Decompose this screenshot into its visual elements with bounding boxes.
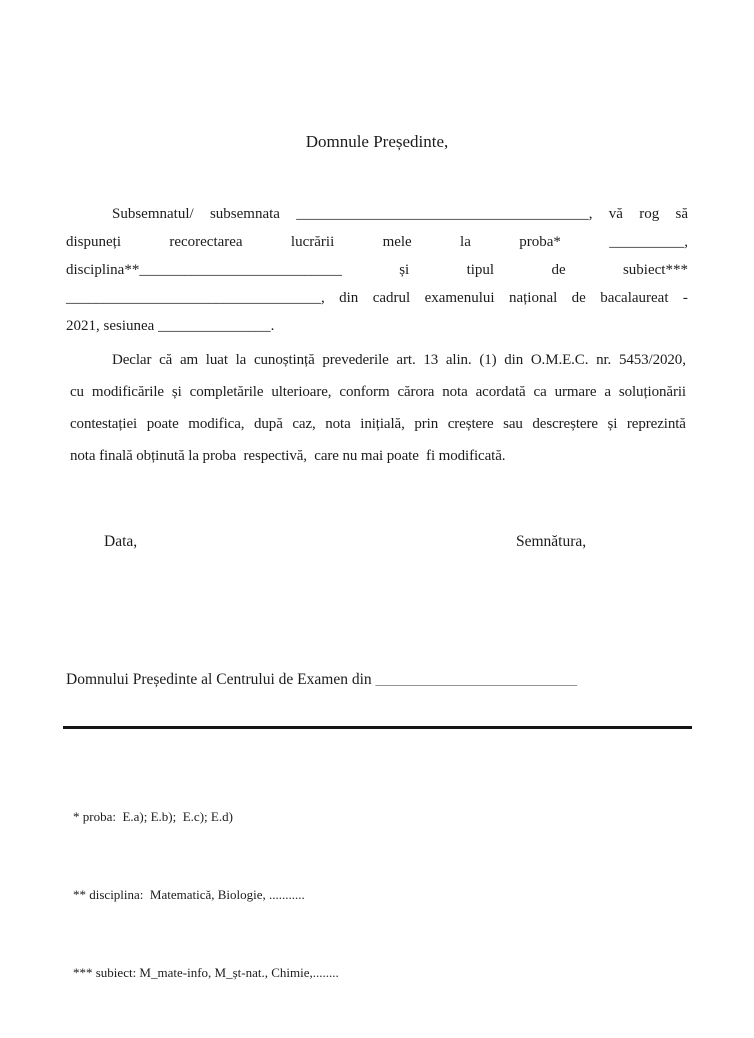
word: și <box>171 383 182 400</box>
word: subiect*** <box>622 261 688 278</box>
word: cadrul <box>372 289 411 306</box>
word: tipul <box>466 261 495 278</box>
word: și <box>607 415 618 432</box>
word: de <box>571 289 586 306</box>
word: __________________________________, <box>66 289 325 306</box>
request-paragraph <box>66 200 688 340</box>
word: la <box>235 351 247 368</box>
word: subsemnata <box>209 205 280 222</box>
word: completările <box>189 383 264 400</box>
word: descreștere <box>532 415 598 432</box>
word: și <box>399 261 410 278</box>
word: lucrării <box>290 233 335 250</box>
request-line-5: 2021, sesiunea _______________. <box>66 318 275 334</box>
word: __________, <box>609 233 688 250</box>
addressee-line <box>66 669 706 691</box>
word: contestației <box>70 415 138 432</box>
declaration-line-1 <box>70 344 686 376</box>
declaration-line-4: nota finală obținută la proba respectivă, care nu mai poate fi modificată. <box>70 448 506 464</box>
word: mele <box>382 233 412 250</box>
word: - <box>682 289 688 306</box>
addressee-text: Domnului Președinte al Centrului de Examen din <box>66 671 376 688</box>
letter-salutation: Domnule Președinte, <box>305 132 449 151</box>
word: nota <box>442 383 468 400</box>
word: ca <box>533 383 547 400</box>
word: de <box>551 261 566 278</box>
word: bacalaureat <box>600 289 669 306</box>
footnotes-block <box>73 752 339 1038</box>
word: cărora <box>397 383 435 400</box>
word: (1) <box>479 351 497 368</box>
word: examenului <box>424 289 495 306</box>
word: nota <box>325 415 351 432</box>
signature-label: Semnătura, <box>516 533 587 550</box>
word: acordată <box>475 383 526 400</box>
word: prin <box>414 415 439 432</box>
word: 5453/2020, <box>618 351 686 368</box>
date-label: Data, <box>104 533 138 550</box>
word: 13 <box>423 351 439 368</box>
word: după <box>254 415 283 432</box>
word: ulterioare, <box>271 383 332 400</box>
word: din <box>504 351 524 368</box>
addressee-blank-field: __________________________ <box>375 671 578 688</box>
word: caz, <box>292 415 316 432</box>
word: rog <box>639 205 660 222</box>
declaration-line-2 <box>70 376 686 408</box>
request-line-3 <box>66 256 688 284</box>
word: poate <box>146 415 179 432</box>
word: creștere <box>447 415 494 432</box>
word: cu <box>70 383 84 400</box>
word: a <box>604 383 611 400</box>
declaration-paragraph <box>70 344 686 472</box>
footnote-proba: * proba: E.a); E.b); E.c); E.d) <box>73 809 233 824</box>
word: sau <box>503 415 523 432</box>
word: Declar <box>112 351 152 368</box>
word: _______________________________________, <box>296 205 593 222</box>
word: urmare <box>554 383 597 400</box>
separator-rule <box>63 726 692 729</box>
word: modifica, <box>188 415 245 432</box>
word: disciplina**___________________________ <box>66 261 342 278</box>
word: modificările <box>91 383 164 400</box>
word: art. <box>396 351 416 368</box>
word: reprezintă <box>626 415 686 432</box>
word: cunoștință <box>253 351 315 368</box>
word: conform <box>339 383 390 400</box>
word: național <box>508 289 558 306</box>
word: alin. <box>445 351 472 368</box>
word: O.M.E.C. <box>530 351 589 368</box>
word: vă <box>608 205 623 222</box>
word: să <box>675 205 688 222</box>
request-line-4 <box>66 284 688 312</box>
word: soluționării <box>618 383 686 400</box>
word: Subsemnatul/ <box>112 205 194 222</box>
word: recorectarea <box>169 233 243 250</box>
footnote-disciplina: ** disciplina: Matematică, Biologie, ........... <box>73 887 305 902</box>
word: proba* <box>519 233 561 250</box>
word: inițială, <box>360 415 405 432</box>
word: nr. <box>596 351 612 368</box>
word: din <box>339 289 359 306</box>
word: prevederile <box>322 351 389 368</box>
word: am <box>179 351 199 368</box>
request-line-2 <box>66 228 688 256</box>
word: dispuneți <box>66 233 121 250</box>
request-line-1 <box>66 200 688 228</box>
word: luat <box>205 351 228 368</box>
word: la <box>460 233 471 250</box>
footnote-subiect: *** subiect: M_mate-info, M_șt-nat., Chimie,........ <box>73 965 339 980</box>
declaration-line-3 <box>70 408 686 440</box>
word: că <box>159 351 173 368</box>
